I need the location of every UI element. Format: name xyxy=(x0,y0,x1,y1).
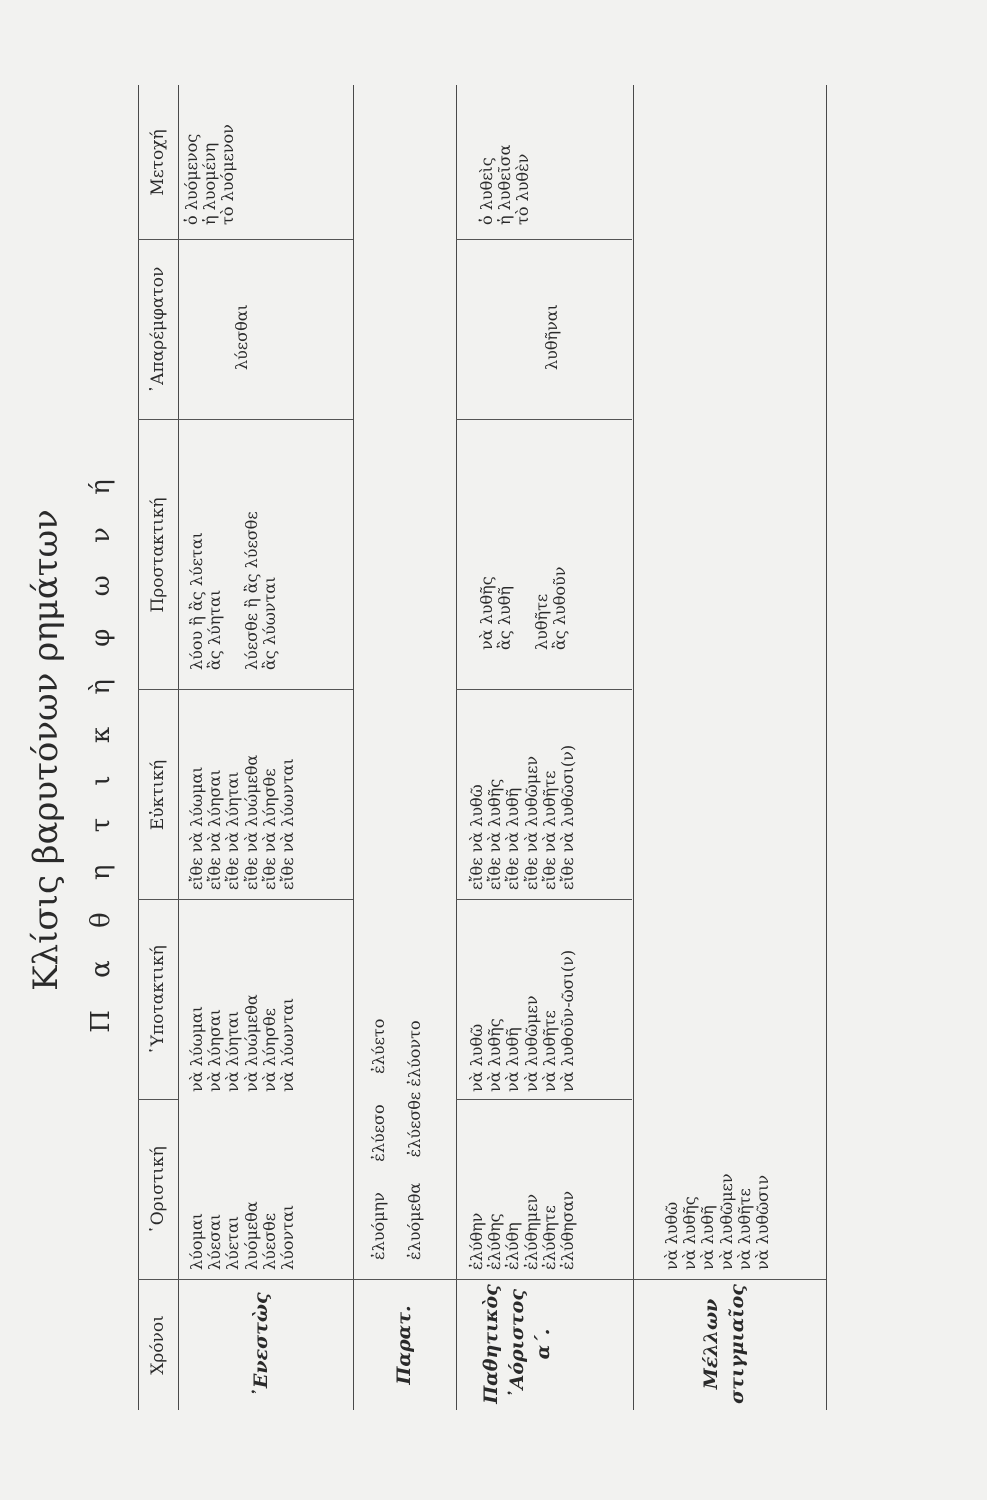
header-aparemfaton: ᾿Απαρέμφατον xyxy=(148,266,168,394)
header-oristiki: ῾Οριστική xyxy=(148,1146,168,1234)
enestos-aparemfaton: λύεσθαι xyxy=(232,304,251,370)
table-rule xyxy=(456,85,457,1410)
page-subtitle: Π α θ η τ ι κ ὴ φ ω ν ή xyxy=(86,467,116,1033)
enestos-efktiki: εἴθε νὰ λύωμαι εἴθε νὰ λύησαι εἴθε νὰ λύηται εἴθε νὰ λυώμεθα εἴθε νὰ λύησθε εἴθε νὰ λύωνται xyxy=(187,754,298,890)
table-rule xyxy=(353,85,354,1410)
header-metochi: Μετοχή xyxy=(148,129,168,196)
mellon-oristiki: νὰ λυθῶ νὰ λυθῆς νὰ λυθῆ νὰ λυθῶμεν νὰ λυθῆτε νὰ λυθῶσιν xyxy=(662,1173,773,1270)
page-title: Κλίσις βαρυτόνων ρημάτων xyxy=(26,509,66,991)
conjugation-table xyxy=(138,85,828,1410)
header-prostaktiki: Προστακτική xyxy=(148,497,168,613)
enestos-prostaktiki: λύου ἢ ἂς λύεται ἂς λύηται λύεσθε ἢ ἂς λύεσθε ἂς λύωνται xyxy=(187,511,279,670)
aoristos-ypotaktiki: νὰ λυθῶ νὰ λυθῆς νὰ λυθῆ νὰ λυθῶμεν νὰ λυθῆτε νὰ λυθοῦν-ῶσι(ν) xyxy=(467,949,578,1092)
table-rule xyxy=(178,85,179,1410)
table-rule xyxy=(138,85,139,1410)
enestos-metochi: ὁ λυόμενος ἡ λυομένη τὸ λυόμενον xyxy=(182,124,238,225)
enestos-ypotaktiki: νὰ λύωμαι νὰ λύησαι νὰ λύηται νὰ λυώμεθα νὰ λύησθε νὰ λύωνται xyxy=(187,994,298,1092)
tense-paratatikos: Παρατ. xyxy=(393,1305,415,1385)
aoristos-oristiki: ἐλύθην ἐλύθης ἐλύθη ἐλύθημεν ἐλύθητε ἐλύθησαν xyxy=(467,1190,578,1270)
table-rule xyxy=(826,85,827,1410)
table-rule xyxy=(633,85,634,1410)
aoristos-aparemfaton: λυθῆναι xyxy=(542,304,561,370)
aoristos-prostaktiki: νὰ λυθῆς ἂς λυθῆ λυθῆτε ἂς λυθοῦν xyxy=(477,566,569,650)
aoristos-metochi: ὁ λυθεὶς ἡ λυθεῖσα τὸ λυθὲν xyxy=(477,144,533,225)
aoristos-efktiki: εἴθε νὰ λυθῶ εἴθε νὰ λυθῆς εἴθε νὰ λυθῆ εἴθε νὰ λυθῶμεν εἴθε νὰ λυθῆτε εἴθε νὰ λυθῶσι(ν) xyxy=(467,744,578,890)
enestos-oristiki: λύομαι λύεσαι λύεται λυόμεθα λύεσθε λύονται xyxy=(187,1201,298,1270)
header-efktiki: Εὐκτική xyxy=(148,759,168,831)
tense-enestos: ᾿Ενεστὼς xyxy=(250,1292,272,1398)
tense-mellon: Μέλλων στιγμιαῖος xyxy=(700,1284,748,1404)
paratatikos-oristiki: ἐλυόμην ἐλύεσο ἐλύετο ἐλυόμεθα ἐλύεσθε ἐλύοντο xyxy=(369,1018,425,1260)
header-ypotaktiki: ῾Υποτακτική xyxy=(148,945,168,1055)
tense-aoristos: Παθητικὸς ᾿Αόριστος α΄. xyxy=(480,1284,554,1404)
header-chronoi: Χρόνοι xyxy=(148,1315,168,1375)
